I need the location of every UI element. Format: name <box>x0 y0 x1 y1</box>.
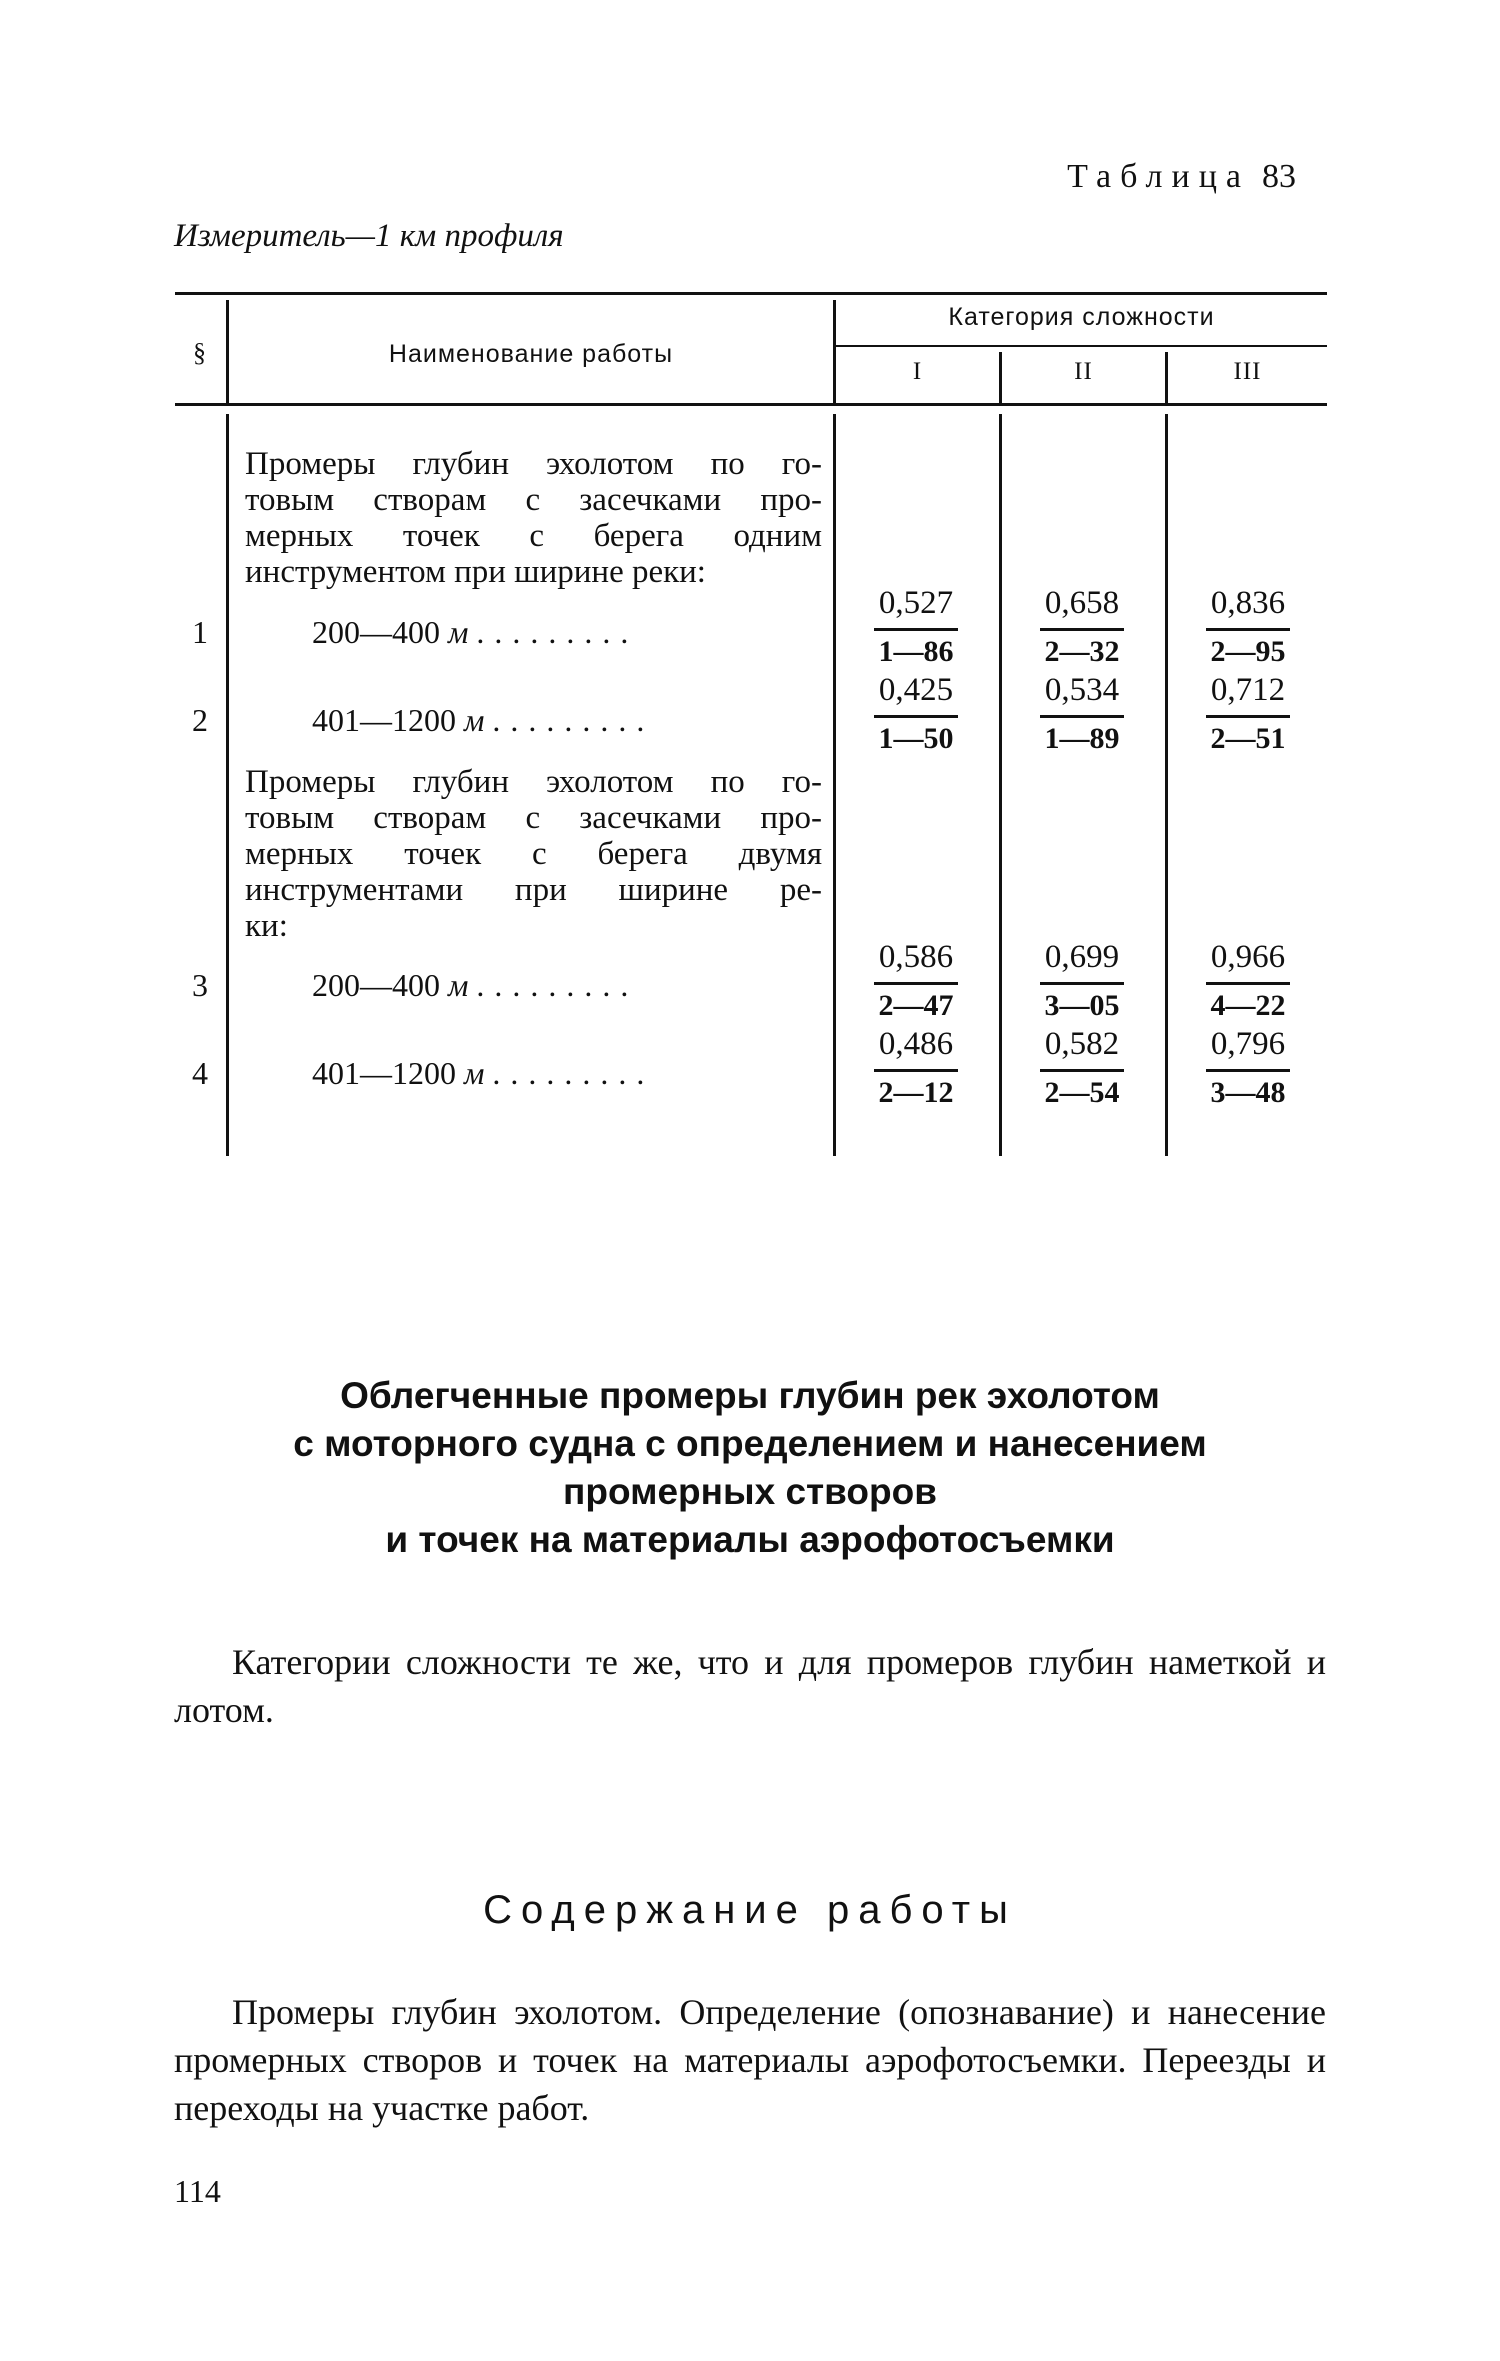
header-category-3: III <box>1233 358 1262 385</box>
heading-line: промерных створов <box>563 1471 937 1512</box>
value-cell: 0,527 1—86 <box>866 584 966 669</box>
value-cell: 0,796 3—48 <box>1198 1025 1298 1110</box>
description-line: Промеры глубин эхолотом по го- <box>245 446 822 482</box>
heading-line: Облегченные промеры глубин рек эхолотом <box>340 1375 1160 1416</box>
table-header-rule <box>175 403 1327 406</box>
header-category-1: I <box>912 358 923 385</box>
header-category-2: II <box>1074 358 1093 385</box>
section-heading <box>174 1372 1326 1564</box>
value-cell: 0,486 2—12 <box>866 1025 966 1110</box>
description-line: товым створам с засечками про- <box>245 800 822 836</box>
description-line: мерных точек с берега одним <box>245 518 822 554</box>
body-divider-name <box>833 414 836 1156</box>
value-cell: 0,586 2—47 <box>866 938 966 1023</box>
page-number: 114 <box>174 2173 221 2209</box>
description-line: инструментами при ширине ре- <box>245 872 822 908</box>
description-line: инструментом при ширине реки: <box>245 554 706 590</box>
table-top-rule <box>175 292 1327 295</box>
category-subheader-rule <box>836 345 1327 347</box>
value-cell: 0,658 2—32 <box>1032 584 1132 669</box>
body-divider-cat1 <box>999 414 1002 1156</box>
description-line: Промеры глубин эхолотом по го- <box>245 764 822 800</box>
value-cell: 0,534 1—89 <box>1032 671 1132 756</box>
body-divider-section <box>226 414 229 1156</box>
row-range: 401—1200 м ......... <box>312 1055 655 1091</box>
description-line: мерных точек с берега двумя <box>245 836 822 872</box>
work-content-title: Содержание работы <box>483 1888 1017 1932</box>
value-cell: 0,966 4—22 <box>1198 938 1298 1023</box>
heading-line: и точек на материалы аэрофотосъемки <box>385 1519 1115 1560</box>
description-line: ки: <box>245 908 288 944</box>
header-work-name: Наименование работы <box>388 340 674 368</box>
description-line: товым створам с засечками про- <box>245 482 822 518</box>
row-range: 401—1200 м ......... <box>312 702 655 738</box>
work-content-text: Промеры глубин эхолотом. Определение (опознавание) и нанесение промерных створов и точек на материалы аэрофотосъемки. Переезды и переходы на участке работ. <box>174 1992 1326 2128</box>
row-number: 4 <box>192 1055 208 1091</box>
col-divider-section <box>226 300 229 403</box>
body-divider-cat2 <box>1165 414 1168 1156</box>
value-cell: 0,836 2—95 <box>1198 584 1298 669</box>
value-cell: 0,699 3—05 <box>1032 938 1132 1023</box>
table-label <box>1067 158 1296 196</box>
value-cell: 0,582 2—54 <box>1032 1025 1132 1110</box>
row-number: 1 <box>192 614 208 650</box>
group-2-description <box>245 764 822 944</box>
table-number: 83 <box>1262 158 1296 195</box>
value-cell: 0,425 1—50 <box>866 671 966 756</box>
categories-note: Категории сложности те же, что и для промеров глубин наметкой и лотом. <box>174 1642 1326 1730</box>
row-range: 200—400 м ......... <box>312 614 639 650</box>
table-label-word: Таблица <box>1067 158 1250 195</box>
value-cell: 0,712 2—51 <box>1198 671 1298 756</box>
header-category: Категория сложности <box>948 303 1215 331</box>
row-number: 3 <box>192 967 208 1003</box>
heading-line: с моторного судна с определением и нанесением <box>293 1423 1207 1464</box>
group-1-description <box>245 446 822 590</box>
measure-unit: Измеритель—1 км профиля <box>174 218 564 254</box>
header-section: § <box>193 338 207 367</box>
row-range: 200—400 м ......... <box>312 967 639 1003</box>
row-number: 2 <box>192 702 208 738</box>
